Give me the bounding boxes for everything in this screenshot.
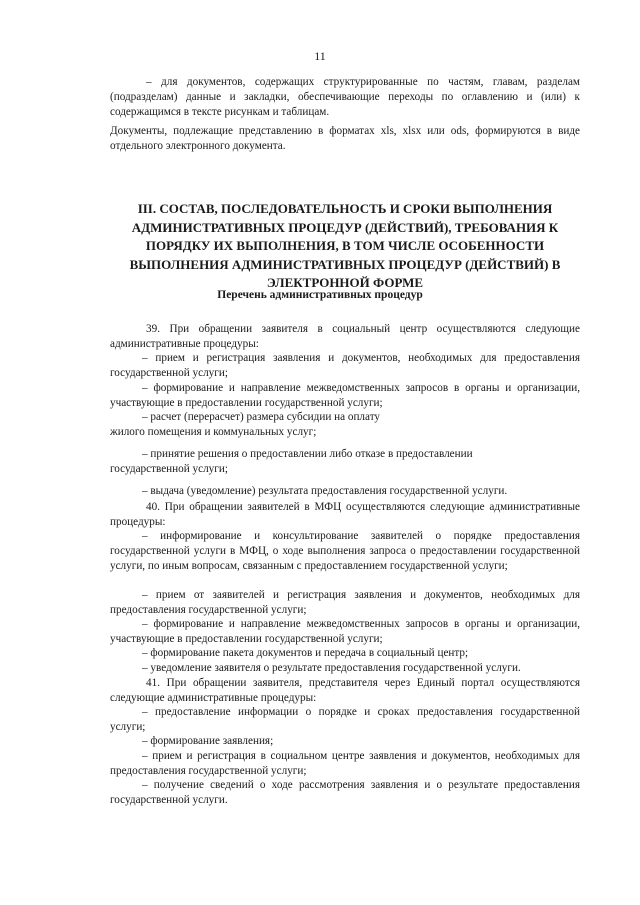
paragraph-41-intro: 41. При обращении заявителя, представителя через Единый портал осуществляются следующие административные процедуры: xyxy=(110,677,580,704)
section-subheading: Перечень административных процедур xyxy=(217,289,423,301)
paragraph-40-item: – формирование пакета документов и передача в социальный центр; xyxy=(142,647,469,659)
paragraph-xls-formats: Документы, подлежащие представлению в форматах xls, xlsx или ods, формируются в виде отдельного электронного документа. xyxy=(110,125,580,152)
paragraph-39-item: – выдача (уведомление) результата предоставления государственной услуги. xyxy=(142,485,508,497)
paragraph-41-item: – формирование заявления; xyxy=(142,735,274,747)
paragraph-40-item: – формирование и направление межведомственных запросов в органы и организации, участвующие в предоставлении государственной услуги; xyxy=(110,618,580,645)
paragraph-40-intro: 40. При обращении заявителей в МФЦ осуществляются следующие административные процедуры: xyxy=(110,501,580,528)
paragraph-41-item: – прием и регистрация в социальном центре заявления и документов, необходимых для предоставления государственной услуги; xyxy=(110,750,580,777)
paragraph-40-item: – прием от заявителей и регистрация заявления и документов, необходимых для предоставления государственной услуги; xyxy=(110,589,580,616)
paragraph-41-item: – предоставление информации о порядке и сроках предоставления государственной услуги; xyxy=(110,706,580,733)
paragraph-40-item: – уведомление заявителя о результате предоставления государственной услуги. xyxy=(142,662,521,674)
page-number: 11 xyxy=(314,49,326,63)
paragraph-39-item: – принятие решения о предоставлении либо отказе в предоставлении государственной услуги; xyxy=(110,448,473,475)
paragraph-40-item: – информирование и консультирование заявителей о порядке предоставления государственной услуги в МФЦ, о ходе выполнения запроса о предоставлении государственной услуги, по иным вопросам, связанным с предоставлением государственной услуги; xyxy=(110,530,580,572)
paragraph-39-item: – прием и регистрация заявления и документов, необходимых для предоставления государственной услуги; xyxy=(110,352,580,379)
paragraph-39-item: – расчет (перерасчет) размера субсидии на оплату жилого помещения и коммунальных услуг; xyxy=(110,411,381,438)
paragraph-documents-structured: – для документов, содержащих структурированные по частям, главам, разделам (подразделам) данные и закладки, обеспечивающие переходы по оглавлению и (или) к содержащимся в тексте рисункам и таблицам. xyxy=(110,76,580,118)
section-heading: III. СОСТАВ, ПОСЛЕДОВАТЕЛЬНОСТЬ И СРОКИ ВЫПОЛНЕНИЯ АДМИНИСТРАТИВНЫХ ПРОЦЕДУР (ДЕЙСТВИЙ), ТРЕБОВАНИЯ К ПОРЯДКУ ИХ ВЫПОЛНЕНИЯ, В ТОМ ЧИСЛЕ ОСОБЕННОСТИ ВЫПОЛНЕНИЯ АДМИНИСТРАТИВНЫХ ПРОЦЕДУР (ДЕЙСТВИЙ) В ЭЛЕКТРОННОЙ ФОРМЕ xyxy=(129,201,561,290)
paragraph-39-intro: 39. При обращении заявителя в социальный центр осуществляются следующие административные процедуры: xyxy=(110,323,580,350)
paragraph-41-item: – получение сведений о ходе рассмотрения заявления и о результате предоставления государственной услуги. xyxy=(110,779,580,806)
paragraph-39-item: – формирование и направление межведомственных запросов в органы и организации, участвующие в предоставлении государственной услуги; xyxy=(110,382,580,409)
